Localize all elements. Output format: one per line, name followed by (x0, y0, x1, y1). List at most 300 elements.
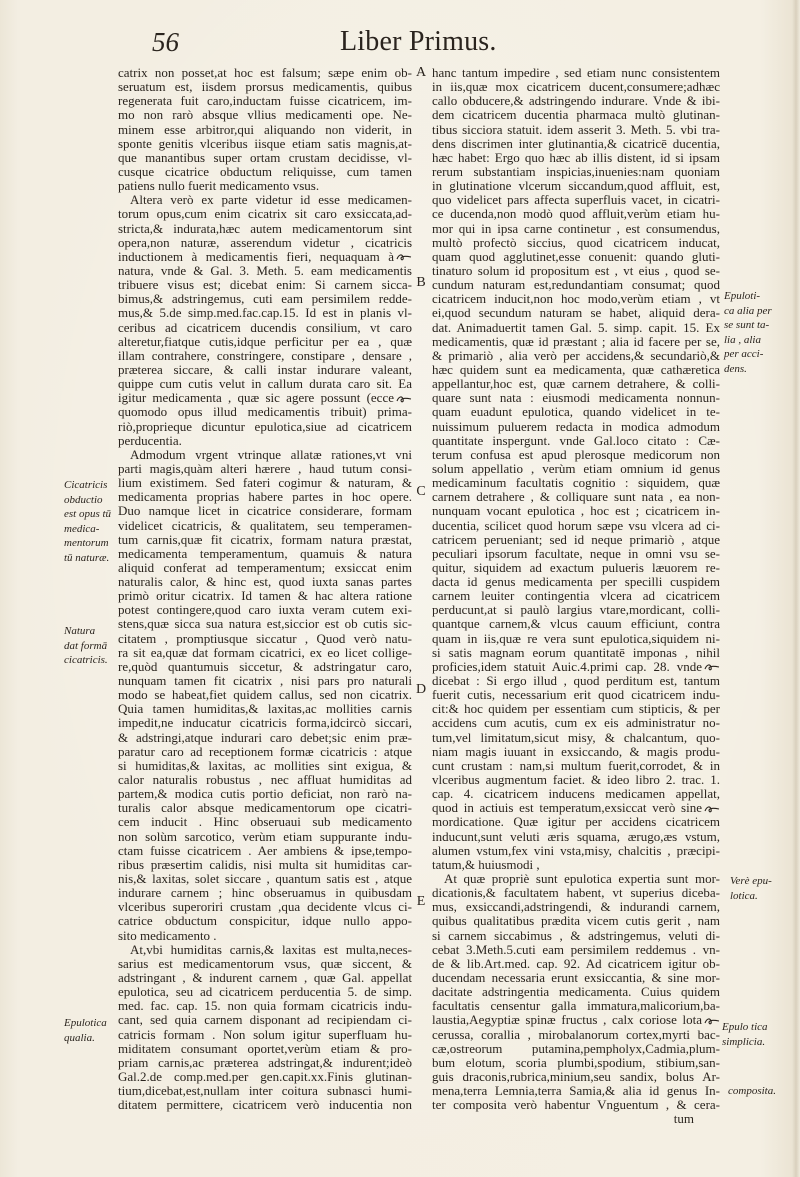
left-column-line (118, 80, 412, 94)
line-text: quare sunt nata : eiusmodi medicamenta nonnun- (432, 391, 720, 406)
line-text: nuissimum puluerem redacta in modica admodum (432, 419, 720, 434)
line-text: quitur, siquidem ad exactum pulueris læuorem re- (432, 560, 720, 575)
left-column-line (118, 236, 412, 250)
line-text: mor qui in ipsa carne continetur , est consumendus, (432, 221, 720, 236)
left-column-line (118, 377, 412, 391)
right-column-line (432, 335, 720, 349)
line-text: alumen vstum,fex vini vsta,misy, chalcitis , præcipi- (432, 843, 720, 858)
left-column-line (118, 603, 412, 617)
line-text: laustia,Aegyptiæ spinæ fructus , calx coriose lota (432, 1013, 702, 1028)
right-column-line (432, 1112, 720, 1126)
right-column-line (432, 844, 720, 858)
line-text: cap. 4. cicatricem inducens medicamen appellat, (432, 787, 720, 802)
right-column-line (432, 1070, 720, 1084)
right-column-line (432, 773, 720, 787)
right-column-line (432, 476, 720, 490)
line-text: paratur caro ad receptionem formæ cicatricis : atque (118, 744, 412, 759)
line-text: ceribus ad cicatricem ducendis consilium, vt caro (118, 320, 412, 335)
right-column-line (432, 561, 720, 575)
right-column-line (432, 617, 720, 631)
line-text: stricta,& indurata,hæc autem medicamentorum sint (118, 221, 412, 236)
line-text: partem,& modica cutis portio deficiat, non rarò na- (118, 787, 412, 802)
line-text: inductionem à medicamentis fieri, nequaquam à (118, 249, 394, 264)
line-text: carnem detrahere , & colliquare sunt nata , ea non- (432, 490, 720, 505)
line-text: tum (673, 1112, 694, 1127)
line-text: regenerata fuit caro,inductam fuisse cicatricem, im- (118, 94, 412, 109)
right-column-line (432, 165, 720, 179)
right-text-column (432, 66, 720, 1127)
line-text: ei,quod secundum naturam se habet, aliquid dera- (432, 306, 720, 321)
line-text: riò,proprieque dicuntur epulotica,siue ad cicatricem (118, 419, 412, 434)
line-end-flourish-icon (396, 395, 412, 404)
left-column-line (118, 632, 412, 646)
line-text: cusque cicatrice obductum reliquisse, cum tamen (118, 164, 412, 179)
line-text: carnem leuiter contingentia vlcera ad cicatricem (432, 589, 720, 604)
line-text: tibus sicciora statuit. idem asserit 3. Meth. 5. vbi tra- (432, 122, 720, 137)
right-column-line (432, 674, 720, 688)
line-text: mo non rarò absque vllius medicamenti ope. Ne- (118, 108, 412, 123)
line-end-flourish-icon (704, 663, 720, 672)
line-text: si humiditas,& laxitas, ac mollities sint exigua, & (118, 758, 412, 773)
line-text: modo se habeat,fiet quidem callus, sed non cicatrix. (118, 688, 412, 703)
right-column-line (432, 490, 720, 504)
line-text: quantque carnem,& vlcus cauum efficiunt, contra (432, 617, 720, 632)
line-text: medicamenta proprias habere partes in hoc opere. (118, 490, 412, 505)
margin-note-line: Cicatricis (64, 479, 108, 491)
right-margin-note (728, 1084, 776, 1099)
right-column-line (432, 929, 720, 943)
right-column-line (432, 462, 720, 476)
line-text: nis,& laxitas, solet siccare , quantum satis est , atque (118, 872, 412, 887)
line-text: tum,vel limitatum,sicut misy, & chalcantum, quo- (432, 730, 720, 745)
left-column-line (118, 462, 412, 476)
right-column-line (432, 504, 720, 518)
margin-note-line: est opus tū (64, 508, 112, 521)
line-text: perducentia. (118, 433, 182, 448)
right-column-line (432, 603, 720, 617)
line-text: fuerit cutis, necessarium erit quod cicatricem indu- (432, 688, 720, 703)
line-text: in iis,quæ mox cicatricem ducent,consumere;adhæc (432, 80, 720, 95)
line-text: opera,non naturæ, asserendum videtur , cicatricis (118, 235, 412, 250)
line-text: guis draconis,rubrica,minium,seu sandix, bolus Ar- (432, 1069, 720, 1084)
line-text: appellantur,hoc est, quæ carnem detrahere, & colli- (432, 377, 720, 392)
line-text: facultatis censentur galla immatura,malicorium,ba- (432, 999, 720, 1014)
line-text: hanc tantum impedire , sed etiam nunc consistentem (432, 66, 720, 80)
line-text: alteretur,fiatque cutis,idque perficitur per ea , quæ (118, 334, 412, 349)
margin-note-line: tū naturæ. (64, 551, 110, 564)
margin-note-line: qualia. (64, 1031, 95, 1044)
left-column-line (118, 391, 412, 405)
margin-note-line: dat formā (64, 639, 108, 652)
left-margin-note (64, 478, 111, 566)
section-letter-a: A (415, 65, 427, 80)
right-column-line (432, 207, 720, 221)
line-text: impedit,ne inducatur cicatricis forma,idcircò siccari, (118, 716, 412, 731)
left-column-line (118, 646, 412, 660)
right-column-line (432, 533, 720, 547)
line-text: medicamenta temperamentum, quamuis & natura (118, 546, 412, 561)
right-column-line (432, 292, 720, 306)
line-end-flourish-icon (396, 253, 412, 262)
line-text: bum elotum, scoria plumbi,spodium, stibium,san- (432, 1055, 720, 1070)
left-column-line (118, 420, 412, 434)
right-column-line (432, 1013, 720, 1027)
left-column-line (118, 151, 412, 165)
right-margin-note (722, 1020, 768, 1049)
line-text: peculiari ipsorum facultate, neque in omni vsu se- (432, 546, 720, 561)
line-text: medicamentis, quæ id præstant ; alia id facere per se, (432, 334, 720, 349)
right-column-line (432, 1028, 720, 1042)
right-column-line (432, 660, 720, 674)
line-text: multò profectò siccius, quod cicatricem inducat, (432, 235, 720, 250)
right-column-line (432, 985, 720, 999)
line-text: hæc quidem sunt ea medicamenta, quæ cathæretica (432, 362, 720, 377)
line-text: sito medicamento . (118, 928, 217, 943)
right-column-line (432, 179, 720, 193)
left-column-line (118, 759, 412, 773)
left-column-line (118, 66, 412, 80)
right-column-line (432, 914, 720, 928)
line-text: naturalis calor, & hinc est, quod iuxta sanas partes (118, 575, 412, 590)
left-column-line (118, 1028, 412, 1042)
line-text: de & lib.Art.med. cap. 92. Ad cicatricem igitur ob- (432, 956, 720, 971)
line-text: At,vbi humiditas carnis,& laxitas est multa,neces- (130, 942, 412, 957)
right-column-line (432, 306, 720, 320)
line-text: dicationis,& facultatem habent, vt superius diceba- (432, 886, 720, 901)
right-column-line (432, 420, 720, 434)
margin-note-line: ca alia per (724, 304, 772, 317)
right-column-line (432, 971, 720, 985)
line-text: cundum naturam est,redundantiam consumat; quod (432, 278, 720, 293)
right-column-line (432, 957, 720, 971)
right-column-line (432, 801, 720, 815)
line-text: citatem , promptiusque siccatur , Quod verò natu- (118, 631, 412, 646)
right-column-line (432, 321, 720, 335)
right-column-line (432, 1098, 720, 1112)
right-column-line (432, 108, 720, 122)
section-letter-c: C (416, 484, 426, 499)
line-text: parti magis,quàm alteri hærere , haud tutum consi- (118, 461, 412, 476)
right-column-line (432, 94, 720, 108)
right-column-line (432, 646, 720, 660)
line-text: dacta id genus medicamenta per specilli cuspidem (432, 575, 720, 590)
left-column-line (118, 575, 412, 589)
line-text: ter composita verò habentur Vnguentum , & cera- (432, 1098, 720, 1113)
right-column-line (432, 731, 720, 745)
line-text: primò oritur cicatrix. Id tamen & hac altera ratione (118, 589, 412, 604)
line-text: ducendam necessaria erunt exsiccantia, & sine mor- (432, 971, 720, 985)
line-text: medicaminum facultatis cognitio : siquidem, quæ (432, 476, 720, 491)
left-column-line (118, 1056, 412, 1070)
left-column-line (118, 321, 412, 335)
line-text: minem esse arbitror,qui aliquando non viderit, in (118, 122, 412, 137)
line-text: catricis formam . Non solum igitur superfluam hu- (118, 1027, 412, 1042)
left-column-line (118, 349, 412, 363)
margin-note-line: per acci- (724, 348, 764, 361)
line-text: catrix non posset,at hoc est falsum; sæpe enim ob- (118, 66, 412, 80)
line-text: Gal.2.de comp.med.per gen.capit.xx.Finis glutinan- (118, 1069, 412, 1084)
line-text: hæc habet: Ergo quo hæc ab illis distent, id si ipsam (432, 150, 720, 165)
right-column-line (432, 815, 720, 829)
right-column-line (432, 405, 720, 419)
line-text: terum confusa est apud plerosque medicorum non (432, 447, 720, 462)
line-text: tribuere visus est; dicebat enim: Si carnem sicca- (118, 278, 412, 293)
right-column-line (432, 999, 720, 1013)
line-text: potest contingere,quod caro iuxta veram cutem exi- (118, 603, 412, 618)
right-margin-note (724, 289, 772, 377)
left-column-line (118, 589, 412, 603)
line-text: niam magis iuuant in exsiccando, & magis produ- (432, 744, 720, 759)
line-text: Quia tamen humiditas,& laxitas,ac mollities carnis (118, 702, 412, 717)
margin-note-line: lotica. (730, 889, 758, 902)
line-text: videlicet cicatricis, & qualitatem, seu temperamen- (118, 518, 412, 533)
left-column-line (118, 504, 412, 518)
line-text: ce ducenda,non modò quod affluit,verùm etiam hu- (432, 207, 720, 222)
margin-note-line: medica- (64, 522, 100, 535)
line-text: si carnem siccabimus , & adstringemus, veluti di- (432, 928, 720, 943)
line-text: Altera verò ex parte videtur id esse medicamen- (130, 193, 412, 208)
line-text: solum appellatio , verùm etiam omnium id genus (432, 461, 720, 476)
line-text: dem cicatricem ducentia pharmaca multò glutinan- (432, 108, 720, 123)
line-text: tium,dicebat,est,nullam inter coitura subnasci humi- (118, 1084, 412, 1099)
line-text: sponte genitis vlceribus iisque etiam satis magnis,at- (118, 136, 412, 151)
left-column-line (118, 617, 412, 631)
line-text: quomodo opus illud medicamentis tribuit) prima- (118, 405, 412, 420)
right-column-line (432, 448, 720, 462)
right-column-line (432, 278, 720, 292)
line-text: vlceribus augmentum faciet. & ideo libro 2. trac. 1. (432, 773, 720, 788)
line-text: in glutinatione vlcerum siccandum,quod affluit, est, (432, 179, 720, 194)
margin-note-line: cicatricis. (64, 654, 108, 667)
right-column-line (432, 264, 720, 278)
line-text: dacitate adstringentia medicamenta. Cuius quidem (432, 985, 720, 1000)
right-column-line (432, 123, 720, 137)
right-column-line (432, 250, 720, 264)
left-column-line (118, 830, 412, 844)
margin-note-line: simplicia. (722, 1035, 766, 1048)
line-text: aliquid conferat ad temperamentum; exsiccat enim (118, 560, 412, 575)
right-column-line (432, 66, 720, 80)
line-text: rerum substantiam inspicias,inuenies:nam quoniam (432, 164, 720, 179)
left-column-line (118, 533, 412, 547)
right-column-line (432, 900, 720, 914)
line-text: catricem perueniant; sed id neque primariò , atque (432, 532, 720, 547)
left-column-line (118, 335, 412, 349)
page-number: 56 (152, 27, 179, 57)
line-text: ctam fuisse cicatricem . Aer ambiens & ipse,tempo- (118, 843, 412, 858)
left-column-line (118, 985, 412, 999)
left-column-line (118, 547, 412, 561)
margin-note-line: Epuloti- (724, 290, 761, 302)
section-letter-e: E (416, 894, 426, 909)
section-letter-b: B (416, 275, 426, 290)
line-text: epulotica, seu ad cicatricem perducentia 5. de simp. (118, 985, 412, 1000)
left-column-line (118, 1042, 412, 1056)
left-column-line (118, 137, 412, 151)
line-text: At quæ propriè sunt epulotica expertia sunt mor- (444, 872, 720, 887)
left-column-line (118, 886, 412, 900)
line-text: bimus,& adstringemus, cuti eam persimilem redde- (118, 292, 412, 307)
left-column-line (118, 702, 412, 716)
right-column-line (432, 391, 720, 405)
margin-note-line: dens. (724, 362, 747, 375)
line-text: non solùm sarcotico, verùm etiam suppurante indu- (118, 829, 412, 844)
line-text: si satis magnam eorum quantitatē imponas , nihil (432, 645, 720, 660)
right-column-line (432, 193, 720, 207)
left-column-line (118, 264, 412, 278)
left-column-line (118, 306, 412, 320)
line-text: & adstringi,atque indurari caro debet;sic enim præ- (118, 730, 412, 745)
line-text: stens,quæ sicca sua natura est,siccior est ob cutis sic- (118, 617, 412, 632)
margin-note-line: obductio (64, 493, 103, 506)
line-text: cerussa, corallia , mirobalanorum cortex,myrti bac- (432, 1027, 720, 1042)
right-column-line (432, 632, 720, 646)
margin-note-line: composita. (728, 1085, 776, 1097)
line-text: seruatum est, iisdem prorsus medicamentis, quibus (118, 80, 412, 95)
left-column-line (118, 844, 412, 858)
line-text: que manantibus super ortam crustam decidisse, vl- (118, 150, 412, 165)
section-letter-d: D (415, 682, 427, 697)
line-text: tum carnis,quæ fit cicatrix, formam natura præstat, (118, 532, 412, 547)
left-column-line (118, 971, 412, 985)
right-column-line (432, 80, 720, 94)
line-text: mus, exsiccandi,adstringendi, & indurandi carnem, (432, 900, 720, 915)
line-text: nunquam tamen fit cicatrix , nisi pars pro naturali (118, 674, 412, 689)
left-column-line (118, 815, 412, 829)
left-column-line (118, 688, 412, 702)
left-column-line (118, 405, 412, 419)
line-text: sarius est medicamentorum vsus, quæ siccent, & (118, 956, 412, 971)
left-column-line (118, 1084, 412, 1098)
line-text: cant, sed quia carnem disponant ad recipiendam ci- (118, 1013, 412, 1028)
line-text: igitur medicamenta , quæ sic agere possunt (ecce (118, 391, 394, 406)
line-text: calor naturalis robustus , nec affluat humiditas ad (118, 773, 412, 788)
left-column-line (118, 999, 412, 1013)
line-text: natura, vnde & Gal. 3. Meth. 5. eam medicamentis (118, 263, 412, 278)
line-text: lium existimem. Sed fateri cogimur & naturam, & (118, 476, 412, 491)
left-column-line (118, 674, 412, 688)
margin-note-line: se sunt ta- (724, 319, 770, 332)
line-text: vlceribus superoriri crustam ,qua decidente vlcus ci- (118, 900, 412, 915)
left-column-line (118, 165, 412, 179)
line-text: cebat 3.Meth.5.cuti eam persimilem reddemus . vn- (432, 942, 720, 957)
right-column-line (432, 236, 720, 250)
running-head-title: Liber Primus. (340, 26, 497, 57)
line-text: ribus præsertim calidis, nisi multa sit humiditas car- (118, 857, 412, 872)
line-end-flourish-icon (704, 1017, 720, 1026)
right-column-line (432, 688, 720, 702)
right-column-line (432, 830, 720, 844)
line-text: priam carnis,ac præterea adstringat,& indurent;ideò (118, 1055, 412, 1070)
line-text: cit:& hoc quidem per essentiam cum stipticis, & per (432, 702, 720, 717)
left-column-line (118, 363, 412, 377)
line-text: inducunt,sunt veluti æris squama, ærugo,æs vstum, (432, 829, 720, 844)
right-column-line (432, 702, 720, 716)
left-column-line (118, 1070, 412, 1084)
left-column-line (118, 94, 412, 108)
line-text: miditatem consumant oportet,verùm etiam & pro- (118, 1041, 412, 1056)
line-text: indurare carnem ; hinc obseruamus in quibusdam (118, 886, 412, 901)
right-column-line (432, 1042, 720, 1056)
line-text: dens discrimen inter glutinantia,& cicatricē ducentia, (432, 136, 720, 151)
left-column-line (118, 207, 412, 221)
line-text: quippe cum cutis velut in callum durata caro sit. Ea (118, 377, 412, 392)
line-text: quam quod agglutinet,esse conuenit: quando gluti- (432, 249, 720, 264)
right-column-line (432, 434, 720, 448)
line-text: quod in actiuis est temperatum,exsiccat verò sine (432, 801, 702, 816)
line-text: dicebat : Si ergo illud , quod perditum est, tantum (432, 674, 720, 689)
left-column-line (118, 193, 412, 207)
line-text: med. fac. cap. 15. non quia formam cicatricis indu- (118, 999, 412, 1014)
right-column-line (432, 377, 720, 391)
right-column-line (432, 589, 720, 603)
line-text: quibus qualitatibus prædita vicem cutis gerit , nam (432, 914, 720, 929)
line-text: quo videlicet pars affecta superfluis vacet, in cicatri- (432, 193, 720, 208)
left-column-line (118, 434, 412, 448)
line-text: mus,& 5.de simp.med.fac.cap.15. Id est in planis vl- (118, 306, 412, 321)
left-column-line (118, 957, 412, 971)
left-column-line (118, 519, 412, 533)
right-column-line (432, 575, 720, 589)
line-text: proficies,idem statuit Auic.4.primi cap. 28. vnde (432, 659, 702, 674)
right-column-line (432, 363, 720, 377)
left-column-line (118, 561, 412, 575)
line-text: Duo namque licet in cicatrice considerare, formam (118, 504, 412, 519)
left-column-line (118, 179, 412, 193)
left-column-line (118, 660, 412, 674)
margin-note-line: Epulotica (64, 1017, 107, 1029)
line-text: quantitate inspergunt. vnde Gal.loco citato : Cæ- (432, 433, 720, 448)
right-column-line (432, 151, 720, 165)
left-column-line (118, 476, 412, 490)
left-column-line (118, 943, 412, 957)
right-column-line (432, 787, 720, 801)
left-column-line (118, 801, 412, 815)
line-text: quam in iis,quæ re vera sunt epulotica,siquidem ni- (432, 631, 720, 646)
right-column-line (432, 872, 720, 886)
left-column-line (118, 900, 412, 914)
left-column-line (118, 914, 412, 928)
line-text: tatum,& huiusmodi , (432, 857, 540, 872)
left-column-line (118, 858, 412, 872)
right-column-line (432, 547, 720, 561)
left-column-line (118, 872, 412, 886)
margin-note-line: lia , alia (724, 333, 761, 346)
line-text: dat. Animaduertit tamen Gal. 5. simp. capit. 15. Ex (432, 320, 720, 335)
right-margin-note (730, 874, 772, 903)
line-end-flourish-icon (704, 805, 720, 814)
right-column-line (432, 858, 720, 872)
margin-note-line: Natura (64, 625, 96, 637)
line-text: ducentia, scilicet quod horum sæpe vsu vlcera ad ci- (432, 518, 720, 533)
line-text: & primariò , alia verò per accidens,& secundariò,& (432, 348, 720, 363)
left-column-line (118, 1013, 412, 1027)
left-text-column (118, 66, 412, 1112)
line-text: re,quòd quantumuis siccetur, & adstringatur caro, (118, 659, 412, 674)
left-column-line (118, 278, 412, 292)
line-text: cicatricem inducit,non hoc modo,verùm etiam , vt (432, 292, 720, 307)
right-column-line (432, 137, 720, 151)
left-margin-note (64, 624, 108, 668)
line-text: quam euadunt epulotica, quando videlicet in te- (432, 405, 720, 420)
line-text: Admodum vrgent vtrinque allatæ rationes,vt vni (130, 447, 412, 462)
line-text: callo obducere,& adstringendo indurare. Vnde & ibi- (432, 94, 720, 109)
margin-note-line: mentorum (64, 537, 109, 550)
left-column-line (118, 292, 412, 306)
right-column-line (432, 886, 720, 900)
left-column-line (118, 490, 412, 504)
left-column-line (118, 1098, 412, 1112)
